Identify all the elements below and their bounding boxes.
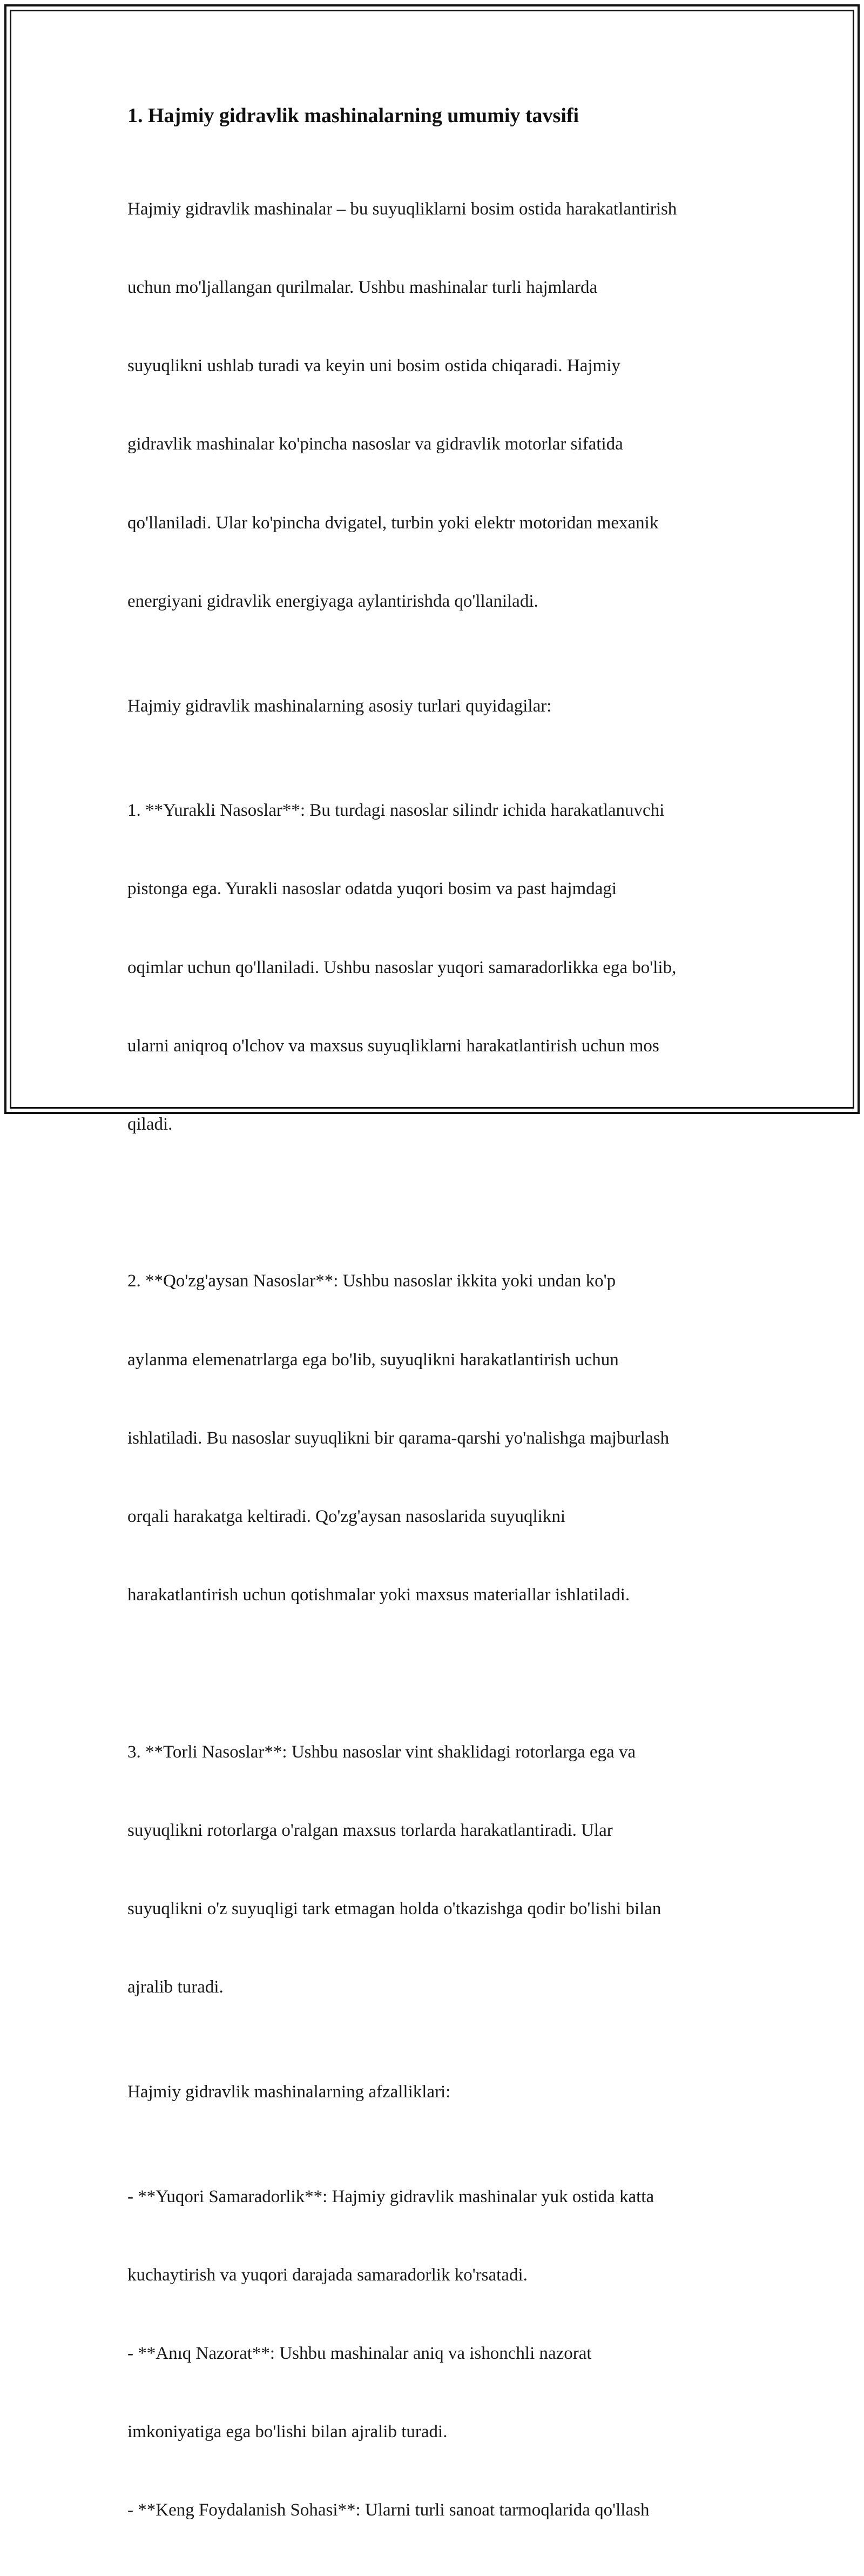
intro-line: gidravlik mashinalar ko'pincha nasoslar va gidravlik motorlar sifatida (127, 434, 623, 454)
type-line: ishlatiladi. Bu nasoslar suyuqlikni bir qarama-qarshi yo'nalishga majburlash (127, 1428, 670, 1448)
advantage-line: - **Yuqori Samaradorlik**: Hajmiy gidravlik mashinalar yuk ostida katta (127, 2186, 654, 2206)
advantage-line: - **Keng Foydalanish Sohasi**: Ularni turli sanoat tarmoqlarida qo'llash (127, 2500, 650, 2520)
advantage-line: imkoniyatiga ega bo'lishi bilan ajralib turadi. (127, 2422, 448, 2442)
paragraph-gap (127, 667, 748, 693)
type-line: harakatlantirish uchun qotishmalar yoki maxsus materiallar ishlatiladi. (127, 1585, 630, 1605)
intro-paragraph (127, 144, 748, 667)
type-line: oqimlar uchun qo'llaniladi. Ushbu nasoslar yuqori samaradorlikka ega bo'lib, (127, 957, 677, 977)
intro-line: energiyani gidravlik energiyaga aylantirishda qo'llaniladi. (127, 591, 538, 611)
intro-line: suyuqlikni ushlab turadi va keyin uni bosim ostida chiqaradi. Hajmiy (127, 356, 620, 376)
type-line: qiladi. (127, 1115, 173, 1134)
type-line: 3. **Torli Nasoslar**: Ushbu nasoslar vint shaklidagi rotorlarga ega va (127, 1742, 636, 1762)
paragraph-gap (127, 1190, 748, 1216)
type-item-yurakli (127, 745, 748, 1190)
intro-line: uchun mo'ljallangan qurilmalar. Ushbu mashinalar turli hajmlarda (127, 278, 598, 298)
type-line: 2. **Qo'zg'aysan Nasoslar**: Ushbu nasoslar ikkita yoki undan ko'p (127, 1271, 616, 1291)
type-line: orqali harakatga keltiradi. Qo'zg'aysan nasoslarida suyuqlikni (127, 1507, 565, 1527)
advantage-line: kuchaytirish va yuqori darajada samaradorlik ko'rsatadi. (127, 2265, 528, 2285)
intro-line: qo'llaniladi. Ular ko'pincha dvigatel, turbin yoki elektr motoridan mexanik (127, 513, 659, 533)
type-line: pistonga ega. Yurakli nasoslar odatda yuqori bosim va past hajmdagi (127, 879, 617, 899)
intro-line: Hajmiy gidravlik mashinalar – bu suyuqliklarni bosim ostida harakatlantirish (127, 199, 677, 219)
paragraph-gap (127, 719, 748, 745)
type-line: suyuqlikni rotorlarga o'ralgan maxsus torlarda harakatlantiradi. Ular (127, 1820, 613, 1840)
types-intro: Hajmiy gidravlik mashinalarning asosiy turlari quyidagilar: (127, 696, 552, 716)
type-line: ularni aniqroq o'lchov va maxsus suyuqliklarni harakatlantirish uchun mos (127, 1036, 659, 1056)
paragraph-gap (127, 2053, 748, 2079)
advantage-line: - **Anıq Nazorat**: Ushbu mashinalar aniq va ishonchli nazorat (127, 2344, 592, 2364)
type-line: 1. **Yurakli Nasoslar**: Bu turdagi nasoslar silindr ichida harakatlanuvchi (127, 801, 665, 821)
section-heading: 1. Hajmiy gidravlik mashinalarning umumiy tavsifi (127, 104, 579, 127)
type-item-torli (127, 1687, 748, 2053)
paragraph-gap (127, 2105, 748, 2131)
type-item-qozgaysan (127, 1216, 748, 1661)
advantages-list (127, 2131, 748, 2576)
document-body (127, 102, 748, 2576)
advantages-intro: Hajmiy gidravlik mashinalarning afzalliklari: (127, 2082, 451, 2102)
type-line: aylanma elemenatrlarga ega bo'lib, suyuqlikni harakatlantirish uchun (127, 1350, 619, 1370)
type-line: ajralib turadi. (127, 1977, 224, 1997)
type-line: suyuqlikni o'z suyuqligi tark etmagan holda o'tkazishga qodir bo'lishi bilan (127, 1899, 662, 1919)
paragraph-gap (127, 1661, 748, 1687)
